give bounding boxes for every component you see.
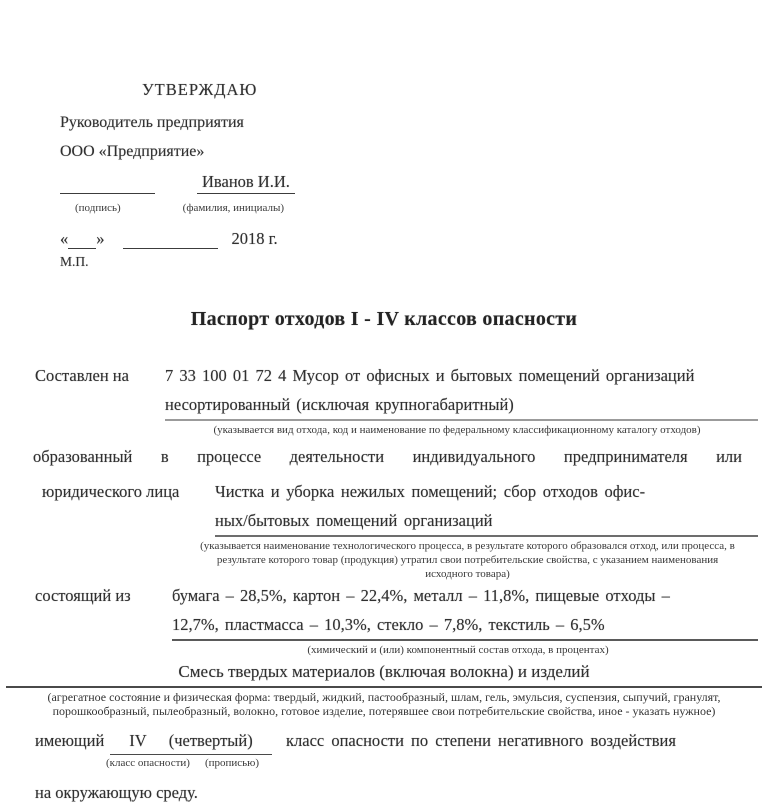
- hazard-prefix: имеющий: [35, 731, 105, 750]
- environment-tail: на окружающую среду.: [35, 783, 198, 802]
- waste-code-name-line2: несортированный (исключая крупногабаритный): [165, 395, 514, 414]
- approval-date-row: [60, 227, 390, 249]
- waste-code-name-value: [165, 361, 758, 421]
- field-legal-entity: [0, 477, 758, 537]
- formed-intro-text: образованный в процессе деятельности индивидуального предпринимателя или: [33, 447, 742, 466]
- process-line2: ных/бытовых помещений организаций: [215, 511, 493, 530]
- process-value: [215, 477, 758, 537]
- hazard-class-words: (четвертый): [168, 731, 253, 750]
- field-label-compiled: Составлен на: [35, 366, 129, 385]
- waste-code-caption: (указывается вид отхода, код и наименование по федеральному классификационному каталогу отходов): [213, 424, 701, 436]
- approver-name: Иванов И.И.: [197, 172, 295, 194]
- stamp-abbr: М.П.: [60, 254, 89, 269]
- name-caption: (фамилия, инициалы): [182, 202, 285, 214]
- field-label-legal-entity: юридического лица: [42, 482, 180, 501]
- signature-row: [60, 171, 390, 194]
- hazard-suffix: класс опасности по степени негативного воздействия: [286, 731, 676, 750]
- waste-code-name-line1: 7 33 100 01 72 4 Мусор от офисных и бытовых помещений организаций: [165, 366, 695, 385]
- composition-value: [172, 581, 758, 641]
- approval-heading: УТВЕРЖДАЮ: [142, 80, 258, 99]
- hazard-class-roman: IV: [129, 731, 147, 750]
- composition-line2: 12,7%, пластмасса – 10,3%, стекло – 7,8%, текстиль – 6,5%: [172, 615, 605, 634]
- field-label-composition: состоящий из: [35, 586, 131, 605]
- hazard-class-group: [106, 730, 272, 769]
- composition-caption: (химический и (или) компонентный состав отхода, в процентах): [307, 644, 609, 656]
- hazard-class-caption: (класс опасности): [106, 757, 190, 769]
- field-compiled-for: [0, 361, 758, 421]
- hazard-class-values: [110, 730, 272, 755]
- process-caption: (указывается наименование технологического процесса, в результате которого образовался отход, или процесса, в результате которого товар (продукция) утратил свои потребительские свойства, с указанием наименования исходного товара): [200, 540, 735, 580]
- year-text: 2018 г.: [231, 229, 278, 248]
- signature-captions: [60, 198, 390, 218]
- signature-caption: (подпись): [75, 202, 121, 214]
- approver-position: Руководитель предприятия: [60, 114, 244, 131]
- signature-blank-line: [60, 175, 155, 194]
- hazard-captions: [106, 757, 272, 769]
- hazard-words-caption: (прописью): [204, 757, 260, 769]
- composition-line1: бумага – 28,5%, картон – 22,4%, металл – 11,8%, пищевые отходы –: [172, 586, 670, 605]
- process-line1: Чистка и уборка нежилых помещений; сбор отходов офис-: [215, 482, 646, 501]
- close-quote: »: [96, 229, 105, 248]
- approval-block: [60, 0, 390, 272]
- document-title: Паспорт отходов I - IV классов опасности: [190, 308, 578, 330]
- physical-form-caption: (агрегатное состояние и физическая форма: твердый, жидкий, пастообразный, шлам, гель, эмульсия, суспензия, сыпучий, гранулят, порошкообразный, пылеобразный, волокно, готовое изделие, потерявшее свои потребительские свойства, иное - указать нужное): [47, 690, 721, 718]
- hazard-class-row: [0, 730, 768, 769]
- open-quote: «: [60, 229, 69, 248]
- month-blank-line: [123, 232, 218, 249]
- day-blank-line: [68, 232, 96, 249]
- approver-company: ООО «Предприятие»: [60, 143, 205, 160]
- physical-form-value: Смесь твердых материалов (включая волокна) и изделий: [6, 660, 762, 688]
- field-composition: [0, 581, 758, 641]
